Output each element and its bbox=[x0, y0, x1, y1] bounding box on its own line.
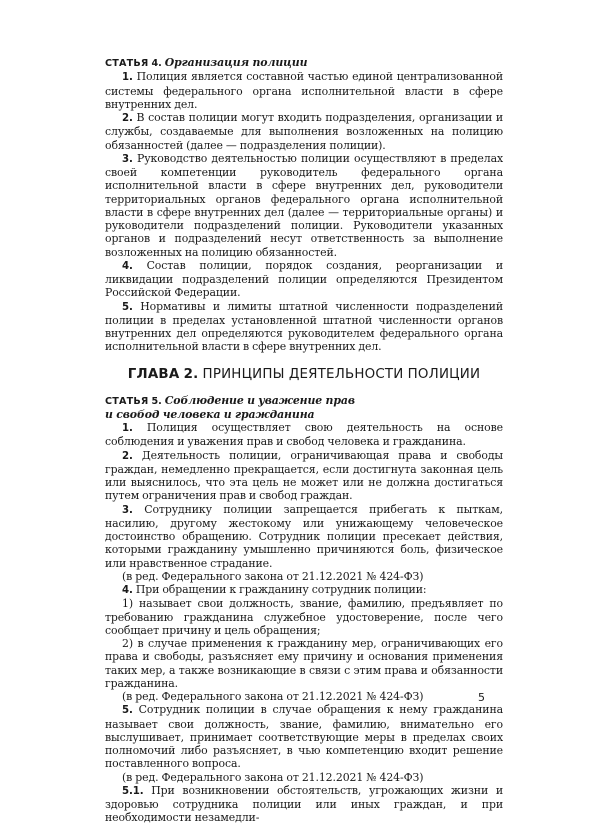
article-title: Организация полиции bbox=[164, 56, 308, 69]
amendment-note: (в ред. Федерального закона от 21.12.2021 № 424-ФЗ) bbox=[122, 690, 424, 703]
article-5-paragraph-5-1 bbox=[105, 784, 503, 825]
paragraph-text: При возникновении обстоятельств, угрожающих жизни и здоровью сотрудника полиции или иных граждан, и при необходимости незамедли- bbox=[105, 783, 503, 825]
paragraph-text: В состав полиции могут входить подразделения, организации и службы, создаваемые для выполнения возложенных на полицию обязанностей (далее — подразделения полиции). bbox=[105, 111, 503, 152]
article-4-paragraph-2 bbox=[105, 111, 503, 152]
article-5-paragraph-5 bbox=[105, 703, 503, 770]
page-content bbox=[105, 56, 503, 825]
paragraph-number: 1. bbox=[122, 423, 133, 434]
amendment-note: (в ред. Федерального закона от 21.12.2021 № 424-ФЗ) bbox=[122, 770, 424, 784]
paragraph-text: Деятельность полиции, ограничивающая права и свободы граждан, немедленно прекращается, если достигнута законная цель или выяснилось, что эта цель не может или не должна достигаться путем ограничения прав и свобод граждан. bbox=[105, 448, 504, 503]
paragraph-number: 4. bbox=[122, 260, 133, 272]
article-5-paragraph-4-item-1: 1) называет свои должность, звание, фамилию, предъявляет по требованию гражданина служебное удостоверение, после чего сообщает причину и цель обращения; bbox=[105, 597, 503, 637]
paragraph-number: 3. bbox=[122, 153, 133, 165]
paragraph-number: 2. bbox=[122, 113, 133, 124]
article-5-paragraph-2 bbox=[105, 449, 503, 503]
paragraph-number: 2. bbox=[122, 450, 133, 462]
chapter-2-heading bbox=[105, 366, 503, 383]
article-5-paragraph-1 bbox=[105, 421, 503, 449]
paragraph-text: При обращении к гражданину сотрудник полиции: bbox=[135, 583, 427, 596]
paragraph-text: Сотруднику полиции запрещается прибегать к пыткам, насилию, другому жестокому или унижающему человеческое достоинство обращению. Сотрудник полиции пресекает действия, которыми гражданину умышленно причиняются боль, физическое или нравственное страдание. bbox=[105, 502, 503, 570]
paragraph-number: 5.1. bbox=[122, 785, 144, 797]
paragraph-text: Полиция осуществляет свою деятельность на основе соблюдения и уважения прав и свобод человека и гражданина. bbox=[105, 421, 503, 449]
paragraph-number: 5. bbox=[122, 301, 133, 313]
article-label: СТАТЬЯ bbox=[105, 58, 149, 69]
paragraph-number: 5. bbox=[122, 705, 133, 717]
paragraph-text: Состав полиции, порядок создания, реорганизации и ликвидации подразделений полиции определяются Президентом Российской Федерации. bbox=[105, 258, 503, 300]
article-title-line-1: Соблюдение и уважение прав bbox=[164, 393, 355, 407]
paragraph-number: 1. bbox=[122, 72, 133, 84]
paragraph-number: 4. bbox=[122, 585, 133, 596]
chapter-title: ПРИНЦИПЫ ДЕЯТЕЛЬНОСТИ ПОЛИЦИИ bbox=[202, 366, 481, 382]
article-number: 5. bbox=[151, 395, 162, 407]
paragraph-text: Руководство деятельностью полиции осуществляют в пределах своей компетенции руководитель федерального органа исполнительной власти в сфере внутренних дел, руководители территориальных органов федерального органа исполнительной власти в сфере внутренних дел (далее — территориальные органы) и руководители подразделений полиции. Руководители указанных органов и подразделений несут ответственность за выполнение возложенных на полицию обязанностей. bbox=[105, 151, 504, 259]
article-title-line-2: и свобод человека и гражданина bbox=[105, 407, 315, 421]
article-5-heading bbox=[105, 394, 503, 422]
article-4-paragraph-5 bbox=[105, 300, 503, 354]
paragraph-number: 3. bbox=[122, 504, 133, 516]
page-number: 5 bbox=[478, 691, 485, 704]
article-number: 4. bbox=[151, 58, 162, 69]
article-4-paragraph-3 bbox=[105, 152, 503, 259]
article-4-paragraph-1 bbox=[105, 70, 503, 111]
article-5-paragraph-3 bbox=[105, 503, 503, 570]
article-label: СТАТЬЯ bbox=[105, 395, 149, 407]
chapter-label: ГЛАВА bbox=[127, 366, 180, 382]
article-4-paragraph-4 bbox=[105, 259, 503, 300]
article-5-paragraph-4 bbox=[105, 583, 503, 597]
article-4-heading bbox=[105, 56, 503, 70]
paragraph-text: Нормативы и лимиты штатной численности подразделений полиции в пределах установленной штатной численности органов внутренних дел определяются руководителем федерального органа исполнительной власти в сфере внутренних дел. bbox=[105, 299, 503, 354]
chapter-number: 2. bbox=[183, 366, 199, 382]
article-5-paragraph-4-item-2: 2) в случае применения к гражданину мер, ограничивающих его права и свободы, разъясняет ему причину и основания применения таких мер, а также возникающие в связи с этим права и обязанности гражданина. bbox=[105, 637, 503, 690]
paragraph-text: Полиция является составной частью единой централизованной системы федерального органа исполнительной власти в сфере внутренних дел. bbox=[105, 70, 503, 111]
paragraph-text: Сотрудник полиции в случае обращения к нему гражданина называет свои должность, звание, фамилию, внимательно его выслушивает, принимает соответствующие меры в пределах своих полномочий либо разъясняет, в чью компетенцию входит решение поставленного вопроса. bbox=[105, 703, 503, 771]
amendment-note: (в ред. Федерального закона от 21.12.2021 № 424-ФЗ) bbox=[122, 569, 424, 583]
